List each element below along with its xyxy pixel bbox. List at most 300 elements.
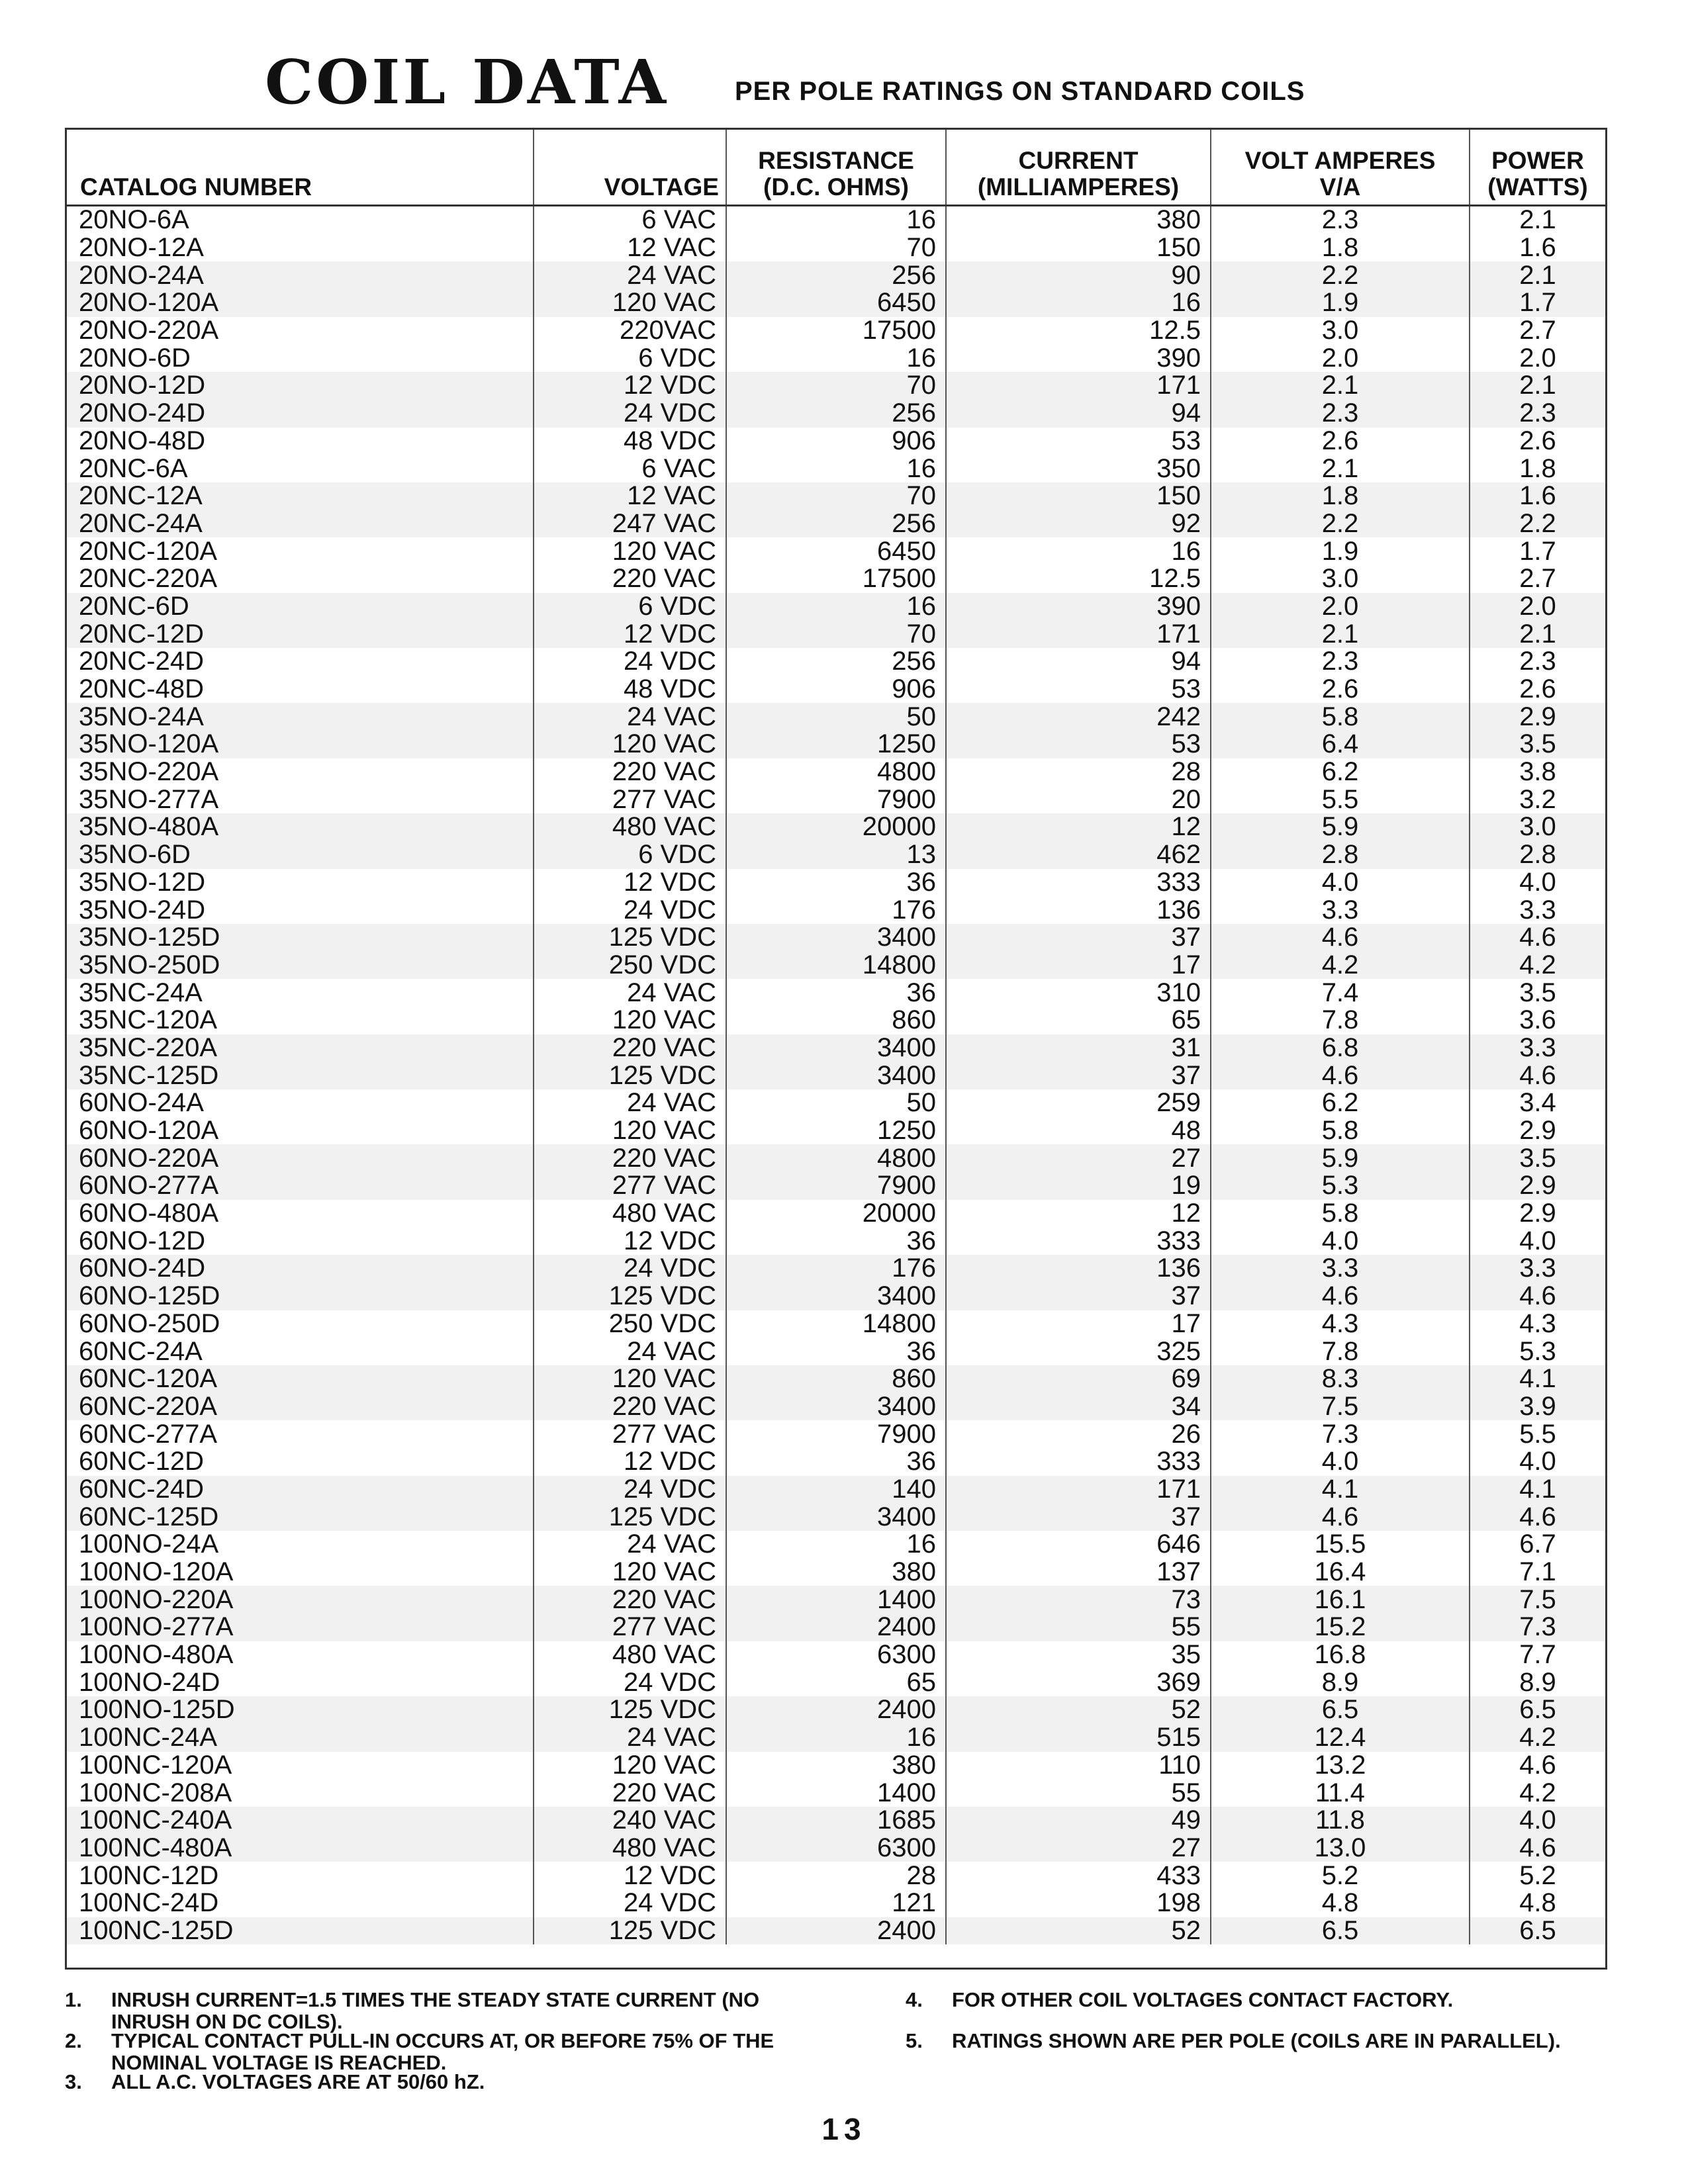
table-row [67, 565, 1605, 593]
catalog-number-cell: 100NO-277A [79, 1612, 234, 1642]
voltage-cell: 12 VAC [534, 234, 726, 262]
voltage-cell: 240 VAC [534, 1807, 726, 1835]
catalog-number-cell: 60NO-277A [79, 1171, 219, 1201]
table-row [67, 1668, 1605, 1696]
voltage-cell: 48 VDC [534, 428, 726, 455]
resistance-cell: 256 [726, 261, 946, 289]
volt-amperes-cell: 2.3 [1211, 400, 1470, 428]
current-cell: 390 [946, 344, 1211, 372]
power-cell: 3.8 [1470, 758, 1605, 786]
page-header [265, 46, 1456, 119]
catalog-number-cell: 35NO-24D [79, 895, 206, 925]
table-row [67, 1862, 1605, 1889]
catalog-number-cell: 20NC-120A [79, 536, 218, 566]
catalog-number-cell: 20NO-48D [79, 426, 206, 455]
voltage-cell: 24 VAC [534, 979, 726, 1007]
volt-amperes-cell: 2.1 [1211, 620, 1470, 648]
header-power: POWER (WATTS) [1470, 130, 1605, 206]
current-cell: 12 [946, 1200, 1211, 1228]
table-row [67, 1227, 1605, 1255]
current-cell: 110 [946, 1752, 1211, 1780]
current-cell: 16 [946, 289, 1211, 317]
current-cell: 136 [946, 896, 1211, 924]
catalog-number-cell: 20NC-6D [79, 591, 189, 621]
volt-amperes-cell: 7.4 [1211, 979, 1470, 1007]
voltage-cell: 125 VDC [534, 1917, 726, 1945]
catalog-number-cell: 35NC-120A [79, 1005, 218, 1035]
catalog-number-cell: 20NC-24A [79, 508, 203, 538]
volt-amperes-cell: 4.1 [1211, 1476, 1470, 1504]
voltage-cell: 12 VDC [534, 620, 726, 648]
resistance-cell: 6300 [726, 1641, 946, 1669]
power-cell: 4.6 [1470, 1835, 1605, 1862]
power-cell: 4.8 [1470, 1889, 1605, 1917]
current-cell: 73 [946, 1586, 1211, 1614]
table-row [67, 1641, 1605, 1669]
resistance-cell: 3400 [726, 1503, 946, 1531]
footnote-text: FOR OTHER COIL VOLTAGES CONTACT FACTORY. [952, 1988, 1454, 2011]
power-cell: 3.6 [1470, 1007, 1605, 1034]
footnote-number: 1. [65, 1988, 82, 2011]
catalog-number-cell: 35NO-120A [79, 729, 219, 759]
table-row [67, 428, 1605, 455]
table-row [67, 1062, 1605, 1089]
current-cell: 37 [946, 1283, 1211, 1310]
volt-amperes-cell: 13.0 [1211, 1835, 1470, 1862]
volt-amperes-cell: 3.0 [1211, 317, 1470, 345]
power-cell: 7.3 [1470, 1614, 1605, 1641]
voltage-cell: 24 VDC [534, 1668, 726, 1696]
power-cell: 2.0 [1470, 344, 1605, 372]
voltage-cell: 125 VDC [534, 1696, 726, 1724]
catalog-number-cell: 20NC-24D [79, 647, 204, 676]
current-cell: 27 [946, 1835, 1211, 1862]
voltage-cell: 6 VDC [534, 841, 726, 869]
volt-amperes-cell: 7.8 [1211, 1007, 1470, 1034]
current-cell: 137 [946, 1559, 1211, 1586]
current-cell: 28 [946, 758, 1211, 786]
catalog-number-cell: 60NO-125D [79, 1281, 220, 1311]
volt-amperes-cell: 11.8 [1211, 1807, 1470, 1835]
volt-amperes-cell: 13.2 [1211, 1752, 1470, 1780]
volt-amperes-cell: 5.9 [1211, 813, 1470, 841]
catalog-number-cell: 20NO-24D [79, 398, 206, 428]
voltage-cell: 120 VAC [534, 289, 726, 317]
current-cell: 333 [946, 869, 1211, 897]
table-row [67, 1807, 1605, 1835]
footnote-number: 5. [906, 2029, 923, 2052]
power-cell: 1.7 [1470, 289, 1605, 317]
page-number: 13 [821, 2112, 867, 2146]
page-subtitle: PER POLE RATINGS ON STANDARD COILS [735, 77, 1305, 106]
table-row [67, 786, 1605, 813]
voltage-cell: 48 VDC [534, 676, 726, 704]
resistance-cell: 2400 [726, 1614, 946, 1641]
table-row [67, 1365, 1605, 1393]
table-row [67, 1338, 1605, 1365]
current-cell: 49 [946, 1807, 1211, 1835]
power-cell: 7.1 [1470, 1559, 1605, 1586]
catalog-number-cell: 60NC-277A [79, 1419, 218, 1449]
coil-data-table [67, 130, 1605, 1944]
table-row [67, 1172, 1605, 1200]
current-cell: 515 [946, 1724, 1211, 1752]
volt-amperes-cell: 4.0 [1211, 1227, 1470, 1255]
voltage-cell: 220 VAC [534, 1144, 726, 1172]
table-row [67, 896, 1605, 924]
table-row [67, 1255, 1605, 1283]
current-cell: 198 [946, 1889, 1211, 1917]
resistance-cell: 906 [726, 676, 946, 704]
catalog-number-cell: 60NO-120A [79, 1116, 219, 1146]
voltage-cell: 220 VAC [534, 1393, 726, 1421]
power-cell: 2.9 [1470, 1117, 1605, 1145]
power-cell: 6.7 [1470, 1531, 1605, 1559]
catalog-number-cell: 20NC-6A [79, 453, 188, 483]
current-cell: 350 [946, 455, 1211, 482]
resistance-cell: 6450 [726, 537, 946, 565]
voltage-cell: 277 VAC [534, 786, 726, 813]
power-cell: 5.2 [1470, 1862, 1605, 1889]
table-row [67, 731, 1605, 758]
current-cell: 17 [946, 1310, 1211, 1338]
volt-amperes-cell: 5.8 [1211, 703, 1470, 731]
table-row [67, 400, 1605, 428]
resistance-cell: 17500 [726, 317, 946, 345]
voltage-cell: 277 VAC [534, 1420, 726, 1448]
current-cell: 55 [946, 1779, 1211, 1807]
voltage-cell: 125 VDC [534, 1503, 726, 1531]
resistance-cell: 6450 [726, 289, 946, 317]
power-cell: 1.6 [1470, 234, 1605, 262]
table-row [67, 1117, 1605, 1145]
power-cell: 2.9 [1470, 1172, 1605, 1200]
catalog-number-cell: 60NO-24A [79, 1088, 204, 1118]
voltage-cell: 6 VDC [534, 344, 726, 372]
catalog-number-cell: 100NC-120A [79, 1750, 232, 1780]
power-cell: 5.5 [1470, 1420, 1605, 1448]
current-cell: 19 [946, 1172, 1211, 1200]
table-row [67, 1144, 1605, 1172]
power-cell: 4.6 [1470, 1062, 1605, 1089]
power-cell: 7.7 [1470, 1641, 1605, 1669]
resistance-cell: 1400 [726, 1779, 946, 1807]
resistance-cell: 860 [726, 1365, 946, 1393]
resistance-cell: 28 [726, 1862, 946, 1889]
coil-data-table-frame [65, 128, 1607, 1970]
table-row [67, 1724, 1605, 1752]
table-row [67, 1889, 1605, 1917]
voltage-cell: 120 VAC [534, 1752, 726, 1780]
power-cell: 3.3 [1470, 1034, 1605, 1062]
table-row [67, 1200, 1605, 1228]
catalog-number-cell: 20NO-220A [79, 316, 219, 345]
table-row [67, 1283, 1605, 1310]
resistance-cell: 13 [726, 841, 946, 869]
current-cell: 27 [946, 1144, 1211, 1172]
header-voltage: VOLTAGE [534, 130, 726, 206]
table-row [67, 1089, 1605, 1117]
catalog-number-cell: 100NO-120A [79, 1557, 234, 1587]
voltage-cell: 120 VAC [534, 1559, 726, 1586]
table-row [67, 1531, 1605, 1559]
volt-amperes-cell: 1.9 [1211, 537, 1470, 565]
table-row [67, 1917, 1605, 1945]
catalog-number-cell: 60NO-480A [79, 1199, 219, 1228]
current-cell: 12.5 [946, 565, 1211, 593]
current-cell: 48 [946, 1117, 1211, 1145]
volt-amperes-cell: 4.6 [1211, 1283, 1470, 1310]
volt-amperes-cell: 6.2 [1211, 758, 1470, 786]
volt-amperes-cell: 2.6 [1211, 428, 1470, 455]
table-row [67, 317, 1605, 345]
voltage-cell: 120 VAC [534, 537, 726, 565]
table-row [67, 813, 1605, 841]
volt-amperes-cell: 16.8 [1211, 1641, 1470, 1669]
table-row [67, 1835, 1605, 1862]
table-row [67, 593, 1605, 621]
power-cell: 2.3 [1470, 648, 1605, 676]
catalog-number-cell: 100NO-220A [79, 1584, 234, 1614]
catalog-number-cell: 35NO-125D [79, 923, 220, 952]
table-row [67, 1448, 1605, 1476]
catalog-number-cell: 100NC-24A [79, 1723, 218, 1752]
power-cell: 2.6 [1470, 676, 1605, 704]
power-cell: 4.1 [1470, 1365, 1605, 1393]
table-row [67, 648, 1605, 676]
catalog-number-cell: 35NO-24A [79, 702, 204, 731]
voltage-cell: 250 VDC [534, 952, 726, 979]
catalog-number-cell: 100NC-125D [79, 1915, 234, 1945]
catalog-number-cell: 60NC-12D [79, 1447, 204, 1477]
current-cell: 69 [946, 1365, 1211, 1393]
volt-amperes-cell: 4.0 [1211, 1448, 1470, 1476]
current-cell: 150 [946, 234, 1211, 262]
current-cell: 333 [946, 1448, 1211, 1476]
table-row [67, 979, 1605, 1007]
power-cell: 2.7 [1470, 317, 1605, 345]
volt-amperes-cell: 2.0 [1211, 344, 1470, 372]
resistance-cell: 16 [726, 593, 946, 621]
catalog-number-cell: 20NO-12A [79, 233, 204, 263]
voltage-cell: 220 VAC [534, 1779, 726, 1807]
current-cell: 171 [946, 1476, 1211, 1504]
table-row [67, 537, 1605, 565]
resistance-cell: 17500 [726, 565, 946, 593]
voltage-cell: 480 VAC [534, 813, 726, 841]
catalog-number-cell: 60NC-24A [79, 1336, 203, 1366]
power-cell: 3.5 [1470, 1144, 1605, 1172]
catalog-number-cell: 35NC-125D [79, 1060, 219, 1090]
resistance-cell: 36 [726, 1227, 946, 1255]
catalog-number-cell: 35NC-220A [79, 1032, 218, 1062]
current-cell: 369 [946, 1668, 1211, 1696]
header-catalog-number: CATALOG NUMBER [67, 130, 534, 206]
voltage-cell: 12 VDC [534, 1227, 726, 1255]
resistance-cell: 36 [726, 869, 946, 897]
voltage-cell: 6 VAC [534, 206, 726, 234]
table-row [67, 1034, 1605, 1062]
power-cell: 3.4 [1470, 1089, 1605, 1117]
current-cell: 92 [946, 510, 1211, 538]
power-cell: 4.0 [1470, 1227, 1605, 1255]
current-cell: 34 [946, 1393, 1211, 1421]
table-row [67, 234, 1605, 262]
table-row [67, 841, 1605, 869]
catalog-number-cell: 20NC-12D [79, 619, 204, 649]
power-cell: 2.2 [1470, 510, 1605, 538]
power-cell: 3.2 [1470, 786, 1605, 813]
resistance-cell: 256 [726, 648, 946, 676]
resistance-cell: 16 [726, 1531, 946, 1559]
catalog-number-cell: 35NO-6D [79, 840, 191, 870]
current-cell: 12.5 [946, 317, 1211, 345]
resistance-cell: 7900 [726, 1172, 946, 1200]
voltage-cell: 24 VDC [534, 1476, 726, 1504]
catalog-number-cell: 100NC-480A [79, 1833, 232, 1862]
power-cell: 4.0 [1470, 1448, 1605, 1476]
resistance-cell: 36 [726, 1338, 946, 1365]
voltage-cell: 120 VAC [534, 1365, 726, 1393]
voltage-cell: 24 VDC [534, 1255, 726, 1283]
volt-amperes-cell: 5.3 [1211, 1172, 1470, 1200]
volt-amperes-cell: 6.4 [1211, 731, 1470, 758]
header-current: CURRENT (MILLIAMPERES) [946, 130, 1211, 206]
power-cell: 7.5 [1470, 1586, 1605, 1614]
volt-amperes-cell: 11.4 [1211, 1779, 1470, 1807]
resistance-cell: 860 [726, 1007, 946, 1034]
power-cell: 2.3 [1470, 400, 1605, 428]
catalog-number-cell: 100NO-24D [79, 1667, 220, 1697]
resistance-cell: 256 [726, 510, 946, 538]
table-row [67, 206, 1605, 234]
resistance-cell: 16 [726, 455, 946, 482]
current-cell: 20 [946, 786, 1211, 813]
voltage-cell: 24 VAC [534, 1338, 726, 1365]
power-cell: 5.3 [1470, 1338, 1605, 1365]
voltage-cell: 220 VAC [534, 758, 726, 786]
resistance-cell: 65 [726, 1668, 946, 1696]
power-cell: 6.5 [1470, 1917, 1605, 1945]
resistance-cell: 50 [726, 1089, 946, 1117]
footnote-text: INRUSH CURRENT=1.5 TIMES THE STEADY STATE CURRENT (NO INRUSH ON DC COILS). [111, 1988, 760, 2033]
table-row [67, 1393, 1605, 1421]
table-row [67, 703, 1605, 731]
current-cell: 17 [946, 952, 1211, 979]
volt-amperes-cell: 2.2 [1211, 261, 1470, 289]
volt-amperes-cell: 4.6 [1211, 1062, 1470, 1089]
catalog-number-cell: 100NC-208A [79, 1778, 232, 1807]
resistance-cell: 176 [726, 1255, 946, 1283]
table-row [67, 1779, 1605, 1807]
volt-amperes-cell: 7.3 [1211, 1420, 1470, 1448]
catalog-number-cell: 100NO-480A [79, 1640, 234, 1670]
voltage-cell: 24 VAC [534, 703, 726, 731]
current-cell: 16 [946, 537, 1211, 565]
table-body [67, 206, 1605, 1945]
catalog-number-cell: 20NC-220A [79, 564, 218, 594]
voltage-cell: 277 VAC [534, 1172, 726, 1200]
power-cell: 2.9 [1470, 1200, 1605, 1228]
current-cell: 37 [946, 1503, 1211, 1531]
resistance-cell: 380 [726, 1559, 946, 1586]
voltage-cell: 277 VAC [534, 1614, 726, 1641]
power-cell: 2.0 [1470, 593, 1605, 621]
voltage-cell: 220 VAC [534, 565, 726, 593]
catalog-number-cell: 60NC-24D [79, 1474, 204, 1504]
resistance-cell: 4800 [726, 758, 946, 786]
resistance-cell: 7900 [726, 1420, 946, 1448]
table-row [67, 344, 1605, 372]
volt-amperes-cell: 5.5 [1211, 786, 1470, 813]
voltage-cell: 12 VDC [534, 1448, 726, 1476]
voltage-cell: 220VAC [534, 317, 726, 345]
resistance-cell: 7900 [726, 786, 946, 813]
current-cell: 171 [946, 372, 1211, 400]
voltage-cell: 120 VAC [534, 1007, 726, 1034]
catalog-number-cell: 35NO-277A [79, 784, 219, 814]
table-row [67, 1007, 1605, 1034]
catalog-number-cell: 60NO-250D [79, 1308, 220, 1338]
volt-amperes-cell: 1.9 [1211, 289, 1470, 317]
current-cell: 55 [946, 1614, 1211, 1641]
current-cell: 53 [946, 676, 1211, 704]
resistance-cell: 1685 [726, 1807, 946, 1835]
current-cell: 325 [946, 1338, 1211, 1365]
resistance-cell: 1250 [726, 1117, 946, 1145]
voltage-cell: 480 VAC [534, 1200, 726, 1228]
catalog-number-cell: 100NO-125D [79, 1695, 235, 1725]
voltage-cell: 12 VAC [534, 482, 726, 510]
voltage-cell: 6 VAC [534, 455, 726, 482]
power-cell: 6.5 [1470, 1696, 1605, 1724]
table-row [67, 482, 1605, 510]
voltage-cell: 12 VDC [534, 372, 726, 400]
power-cell: 4.6 [1470, 1752, 1605, 1780]
power-cell: 3.5 [1470, 979, 1605, 1007]
table-header-row [67, 130, 1605, 206]
catalog-number-cell: 100NC-240A [79, 1805, 232, 1835]
resistance-cell: 3400 [726, 1393, 946, 1421]
current-cell: 26 [946, 1420, 1211, 1448]
current-cell: 242 [946, 703, 1211, 731]
current-cell: 462 [946, 841, 1211, 869]
resistance-cell: 4800 [726, 1144, 946, 1172]
resistance-cell: 3400 [726, 1062, 946, 1089]
current-cell: 53 [946, 731, 1211, 758]
volt-amperes-cell: 15.5 [1211, 1531, 1470, 1559]
footnote-number: 3. [65, 2070, 82, 2093]
volt-amperes-cell: 2.0 [1211, 593, 1470, 621]
resistance-cell: 3400 [726, 1034, 946, 1062]
catalog-number-cell: 35NC-24A [79, 978, 203, 1007]
current-cell: 433 [946, 1862, 1211, 1889]
resistance-cell: 50 [726, 703, 946, 731]
current-cell: 65 [946, 1007, 1211, 1034]
voltage-cell: 24 VAC [534, 1724, 726, 1752]
resistance-cell: 16 [726, 1724, 946, 1752]
current-cell: 94 [946, 648, 1211, 676]
volt-amperes-cell: 15.2 [1211, 1614, 1470, 1641]
power-cell: 4.6 [1470, 1283, 1605, 1310]
table-row [67, 1614, 1605, 1641]
catalog-number-cell: 60NO-220A [79, 1143, 219, 1173]
volt-amperes-cell: 6.2 [1211, 1089, 1470, 1117]
voltage-cell: 24 VDC [534, 400, 726, 428]
catalog-number-cell: 20NO-6A [79, 205, 189, 235]
resistance-cell: 3400 [726, 924, 946, 952]
current-cell: 171 [946, 620, 1211, 648]
